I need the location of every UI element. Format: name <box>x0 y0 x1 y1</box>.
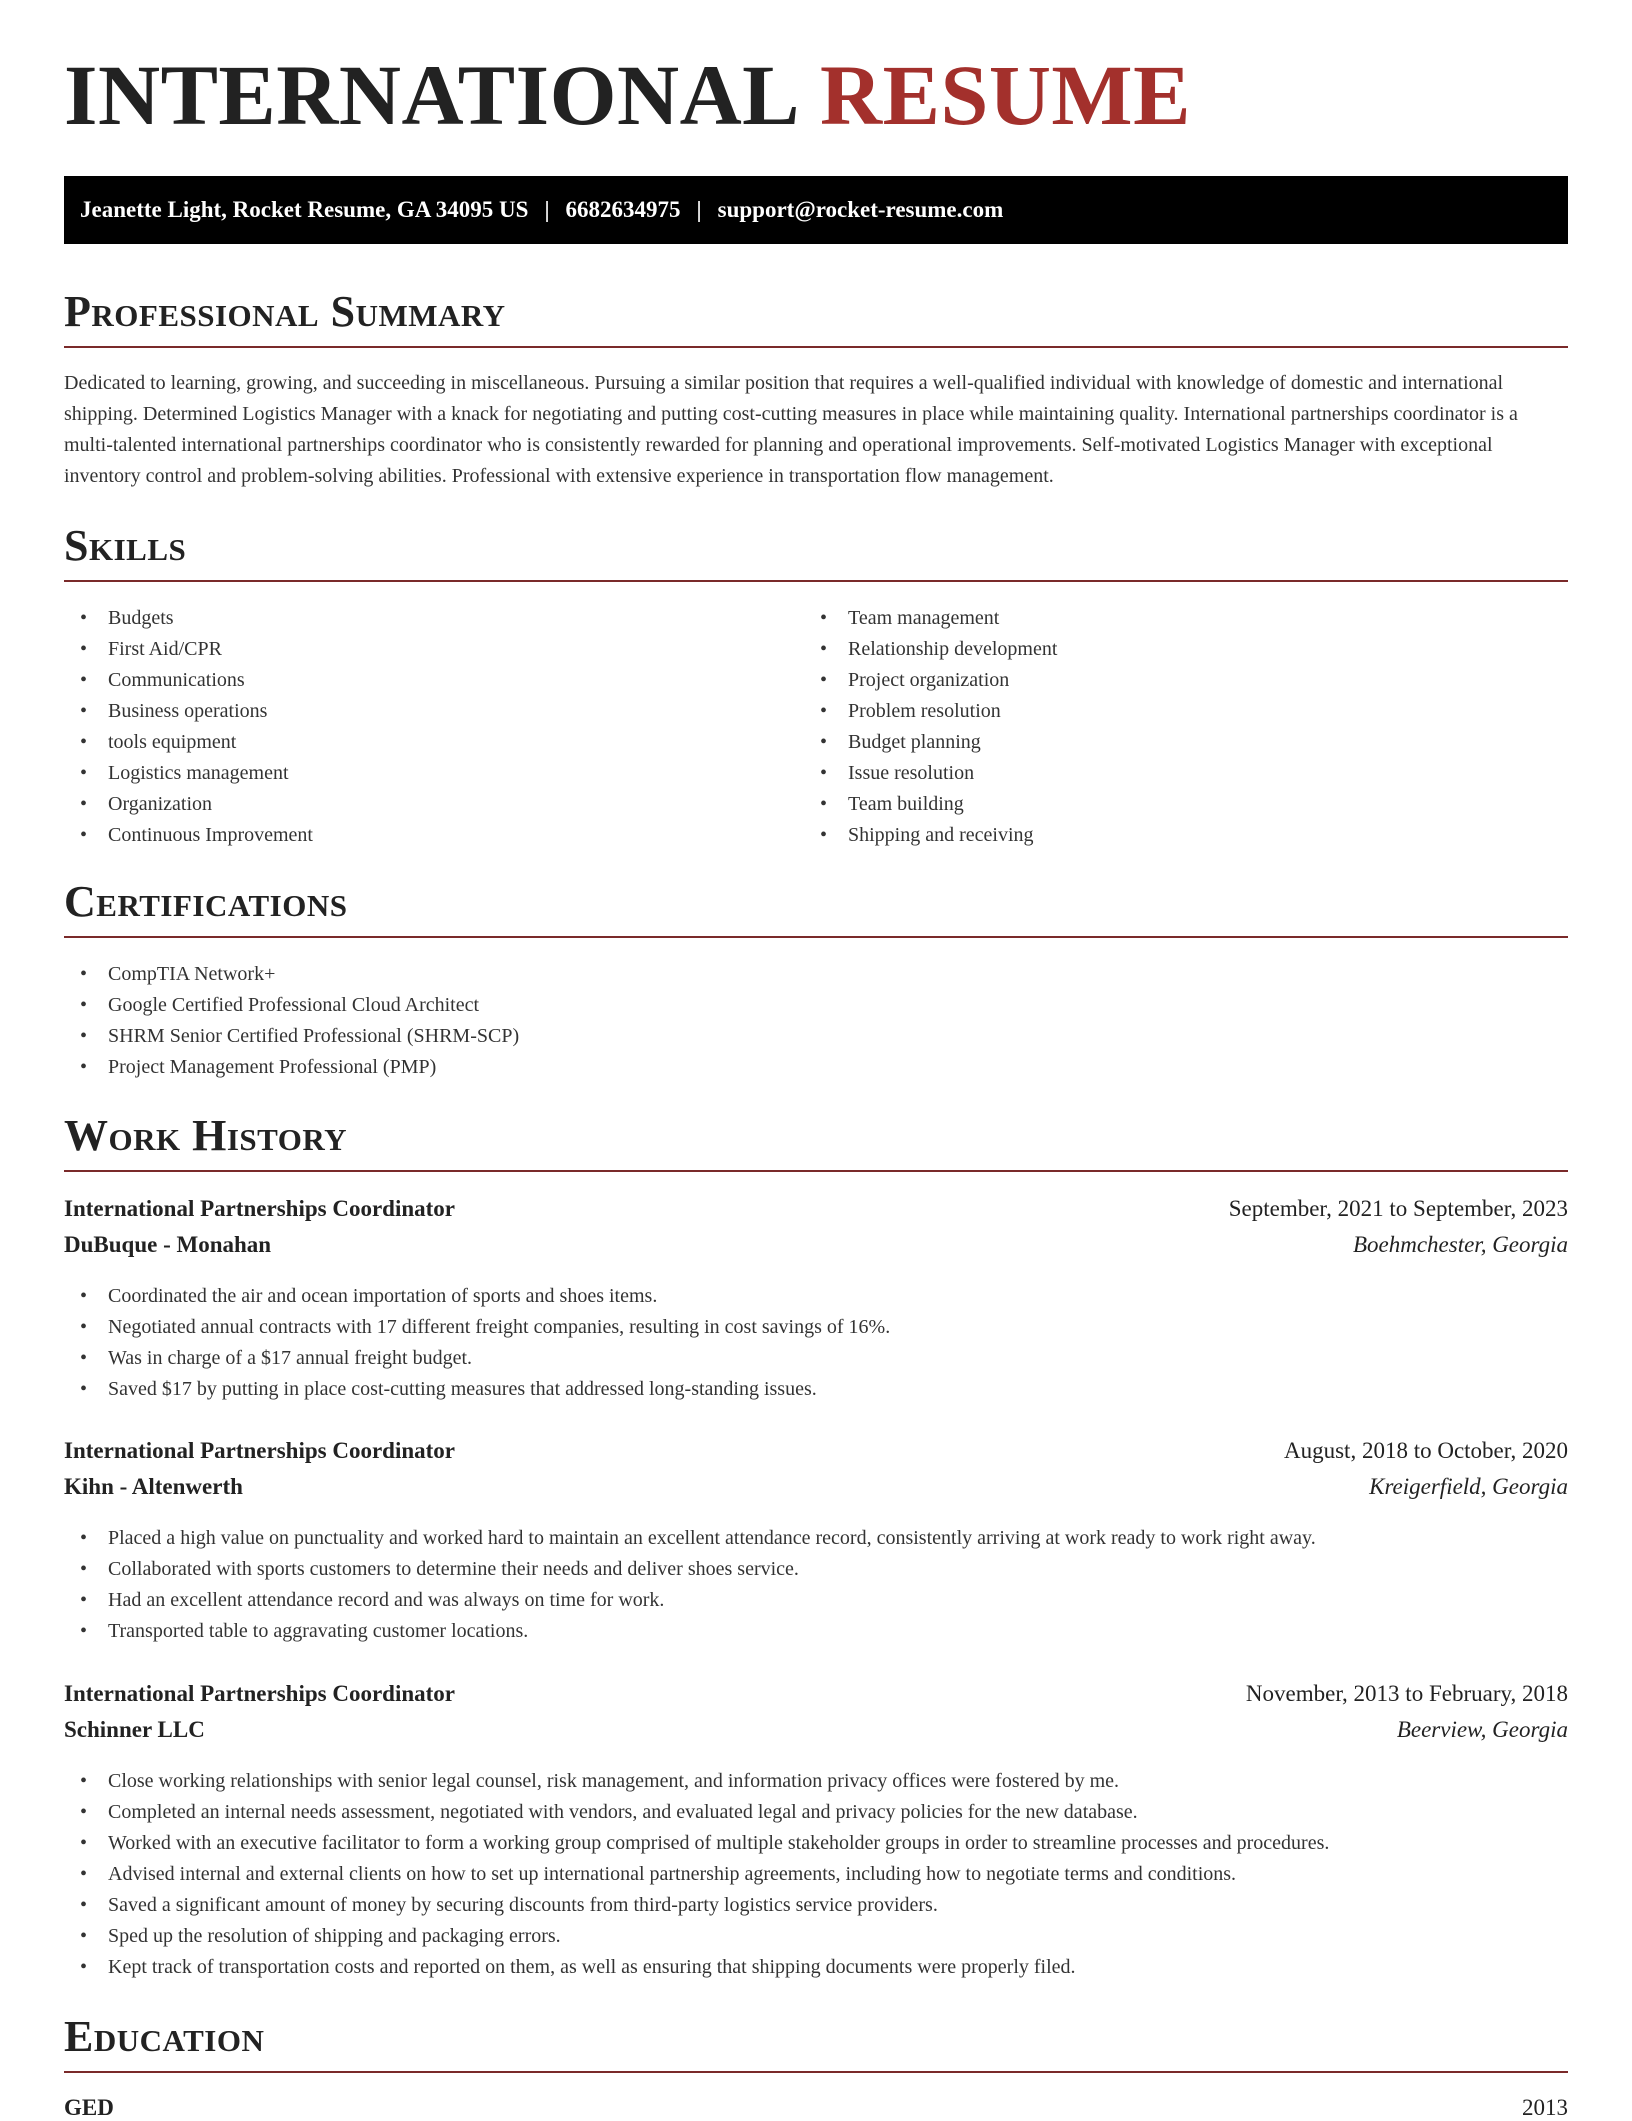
skill-item: • Logistics management <box>64 758 313 789</box>
job-bullet: • Placed a high value on punctuality and worked hard to maintain an excellent attendance record, consistently arriving at work ready to work right away. <box>64 1523 1568 1554</box>
skill-item: • Continuous Improvement <box>64 820 313 851</box>
job-bullets <box>64 1281 1568 1405</box>
skill-item: • Issue resolution <box>804 758 1057 789</box>
job-bullet: • Close working relationships with senior legal counsel, risk management, and information privacy offices were fostered by me. <box>64 1766 1568 1797</box>
summary-heading: Professional Summary <box>64 290 1568 348</box>
job-dates: August, 2018 to October, 2020 <box>1284 1438 1568 1463</box>
education-heading: Education <box>64 2015 1568 2073</box>
job-bullets <box>64 1523 1568 1647</box>
job-bullet: • Had an excellent attendance record and was always on time for work. <box>64 1585 1568 1616</box>
skill-item: • First Aid/CPR <box>64 634 313 665</box>
job-bullet: • Kept track of transportation costs and reported on them, as well as ensuring that shipping documents were properly filed. <box>64 1952 1568 1983</box>
job-bullet: • Advised internal and external clients on how to set up international partnership agreements, including how to negotiate terms and conditions. <box>64 1859 1568 1890</box>
contact-phone: 6682634975 <box>565 197 681 222</box>
education-year: 2013 <box>1522 2095 1568 2120</box>
job-bullet: • Saved $17 by putting in place cost-cutting measures that addressed long-standing issues. <box>64 1374 1568 1405</box>
skill-item: • Relationship development <box>804 634 1057 665</box>
job-bullet: • Sped up the resolution of shipping and packaging errors. <box>64 1921 1568 1952</box>
job-location: Beerview, Georgia <box>1396 1717 1568 1742</box>
skill-item: • Budget planning <box>804 727 1057 758</box>
skill-item: • Team building <box>804 789 1057 820</box>
skill-item: • Communications <box>64 665 313 696</box>
job-bullet: • Completed an internal needs assessment, negotiated with vendors, and evaluated legal and privacy policies for the new database. <box>64 1797 1568 1828</box>
job-bullet: • Worked with an executive facilitator to form a working group comprised of multiple stakeholder groups in order to streamline processes and procedures. <box>64 1828 1568 1859</box>
contact-address: Jeanette Light, Rocket Resume, GA 34095 US <box>80 197 529 222</box>
job-title: International Partnerships Coordinator <box>64 1196 455 1221</box>
skill-item: • Project organization <box>804 665 1057 696</box>
job-bullet: • Coordinated the air and ocean importation of sports and shoes items. <box>64 1281 1568 1312</box>
title-international: INTERNATIONAL <box>64 47 801 143</box>
certification-item: • SHRM Senior Certified Professional (SHRM-SCP) <box>64 1021 519 1052</box>
job-bullet: • Collaborated with sports customers to determine their needs and deliver shoes service. <box>64 1554 1568 1585</box>
contact-bar <box>64 176 1568 244</box>
job-title: International Partnerships Coordinator <box>64 1438 455 1463</box>
skill-item: • Shipping and receiving <box>804 820 1057 851</box>
job-bullet: • Negotiated annual contracts with 17 different freight companies, resulting in cost savings of 16%. <box>64 1312 1568 1343</box>
job-company: Kihn - Altenwerth <box>64 1474 243 1499</box>
certifications-list <box>64 959 519 1083</box>
skill-item: • Budgets <box>64 603 313 634</box>
title-resume: RESUME <box>820 47 1191 143</box>
job-location: Kreigerfield, Georgia <box>1369 1474 1568 1499</box>
education-degree: GED <box>64 2095 114 2120</box>
skill-item: • Team management <box>804 603 1057 634</box>
contact-email: support@rocket-resume.com <box>717 197 1004 222</box>
skill-item: • Business operations <box>64 696 313 727</box>
skills-list-right <box>804 603 1057 851</box>
skill-item: • Organization <box>64 789 313 820</box>
certification-item: • CompTIA Network+ <box>64 959 519 990</box>
certification-item: • Project Management Professional (PMP) <box>64 1052 519 1083</box>
job-dates: November, 2013 to February, 2018 <box>1245 1681 1568 1706</box>
skills-heading: Skills <box>64 524 1568 582</box>
certifications-heading: Certifications <box>64 880 1568 938</box>
job-bullet: • Was in charge of a $17 annual freight budget. <box>64 1343 1568 1374</box>
job-dates: September, 2021 to September, 2023 <box>1228 1196 1568 1221</box>
job-company: DuBuque - Monahan <box>64 1232 272 1257</box>
certification-item: • Google Certified Professional Cloud Architect <box>64 990 519 1021</box>
skill-item: • tools equipment <box>64 727 313 758</box>
contact-separator: | <box>696 197 702 222</box>
summary-text: Dedicated to learning, growing, and succeeding in miscellaneous. Pursuing a similar position that requires a well-qualified individual with knowledge of domestic and international shipping. Determined Logistics Manager with a knack for negotiating and putting cost-cutting measures in place while maintaining quality. International partnerships coordinator is a multi-talented international partnerships coordinator who is consistently rewarded for planning and operational improvements. Self-motivated Logistics Manager with exceptional inventory control and problem-solving abilities. Professional with extensive experience in transportation flow management. <box>64 372 1518 487</box>
job-title: International Partnerships Coordinator <box>64 1681 455 1706</box>
job-bullet: • Saved a significant amount of money by securing discounts from third-party logistics service providers. <box>64 1890 1568 1921</box>
work-history-heading: Work History <box>64 1114 1568 1172</box>
job-company: Schinner LLC <box>64 1717 205 1742</box>
skills-list-left <box>64 603 313 851</box>
job-bullet: • Transported table to aggravating customer locations. <box>64 1616 1568 1647</box>
contact-separator: | <box>544 197 550 222</box>
job-location: Boehmchester, Georgia <box>1352 1232 1568 1257</box>
skill-item: • Problem resolution <box>804 696 1057 727</box>
resume-title <box>64 47 1191 143</box>
job-bullets <box>64 1766 1568 1983</box>
